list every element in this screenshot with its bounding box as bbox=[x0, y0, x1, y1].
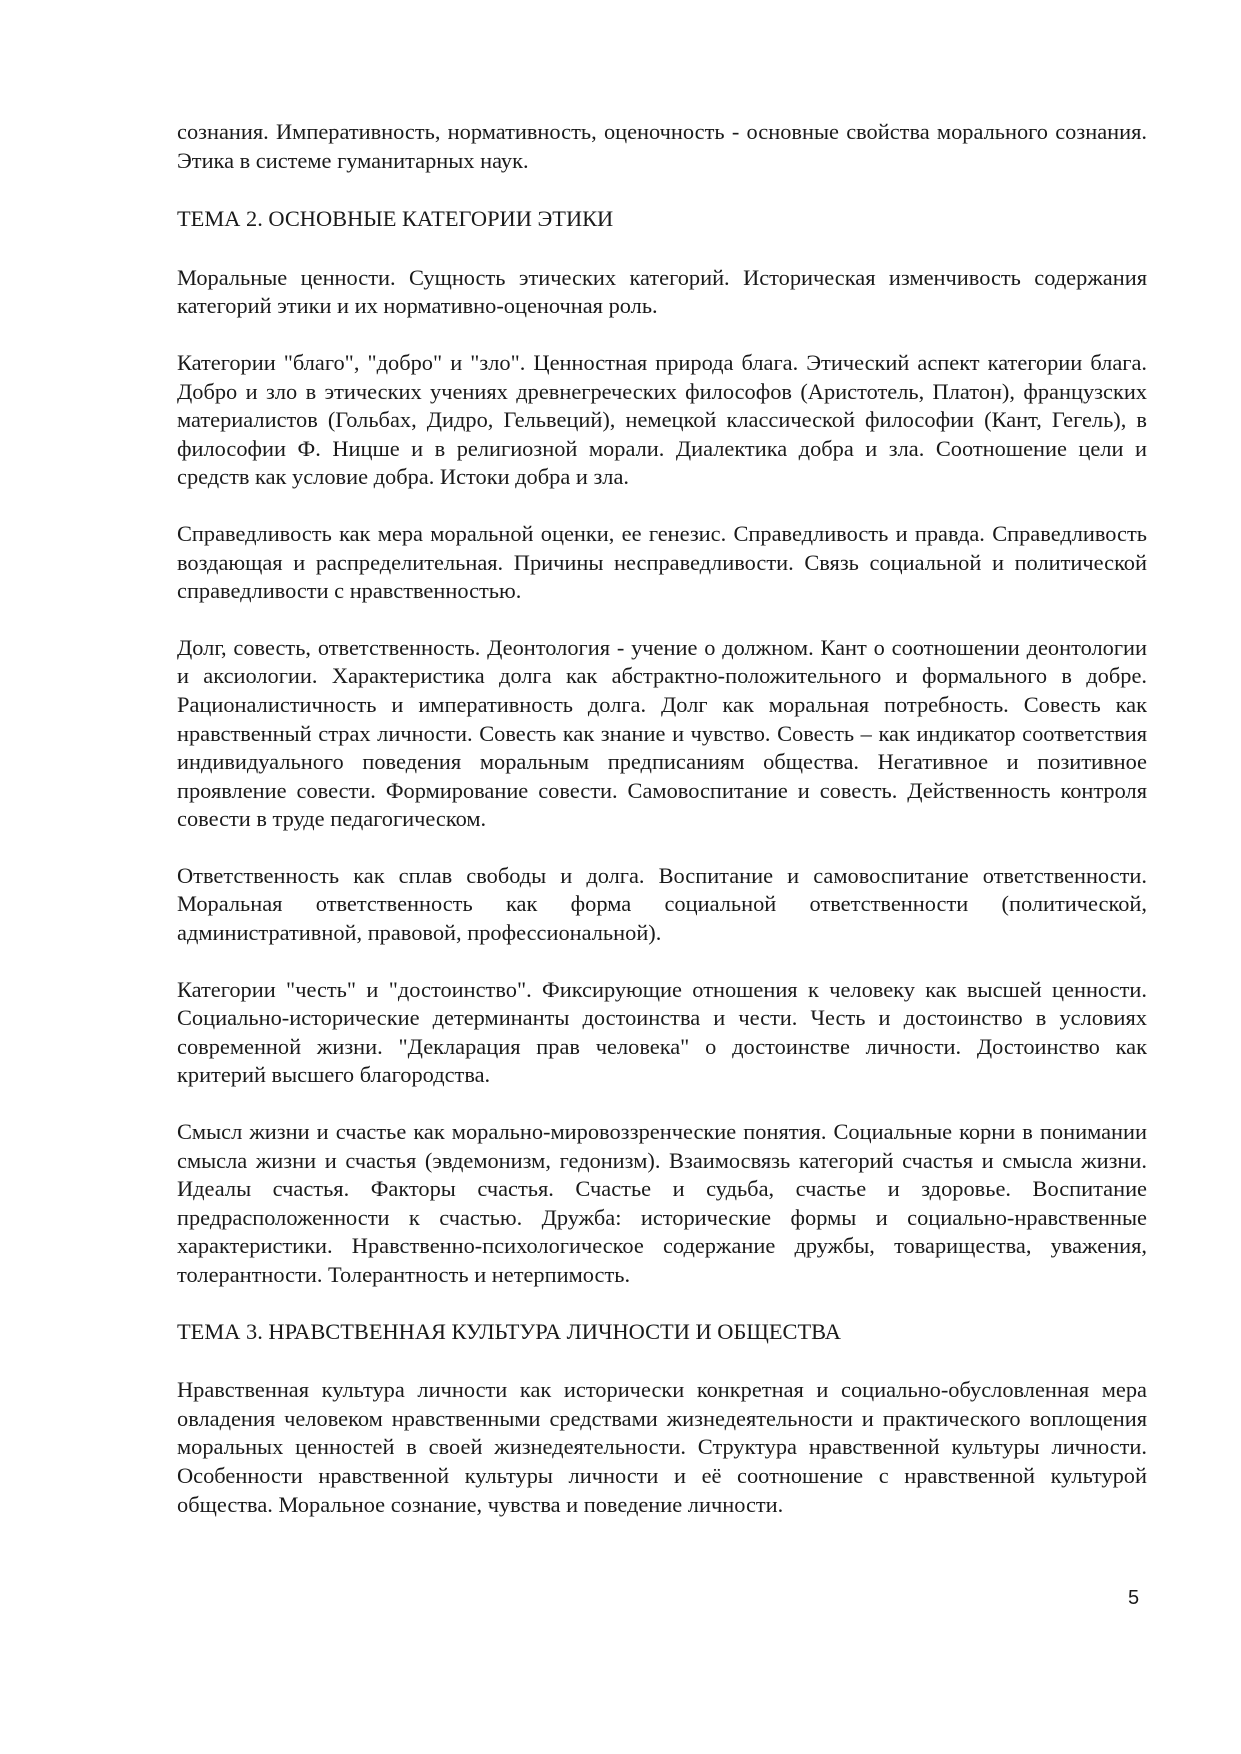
paragraph-honor-dignity: Категории "честь" и "достоинство". Фиксирующие отношения к человеку как высшей ценности. Социально-исторические детерминанты достоинства и чести. Честь и достоинство в условиях современной жизни. "Декларация прав человека" о достоинстве личности. Достоинство как критерий высшего благородства. bbox=[177, 976, 1147, 1088]
paragraph-duty-conscience: Долг, совесть, ответственность. Деонтология - учение о должном. Кант о соотношении деонтологии и аксиологии. Характеристика долга как абстрактно-положительного и формального в добре. Рационалистичность и императивность долга. Долг как моральная потребность. Совесть как нравственный страх личности. Совесть как знание и чувство. Совесть – как индикатор соответствия индивидуального поведения моральным предписаниям общества. Негативное и позитивное проявление совести. Формирование совести. Самовоспитание и совесть. Действенность контроля совести в труде педагогическом. bbox=[177, 634, 1147, 832]
paragraph-justice: Справедливость как мера моральной оценки, ее генезис. Справедливость и правда. Справедливость воздающая и распределительная. Причины несправедливости. Связь социальной и политической справедливости с нравственностью. bbox=[177, 520, 1147, 604]
section-heading-topic-3: ТЕМА 3. НРАВСТВЕННАЯ КУЛЬТУРА ЛИЧНОСТИ И ОБЩЕСТВА bbox=[177, 1318, 841, 1344]
section-heading-topic-2: ТЕМА 2. ОСНОВНЫЕ КАТЕГОРИИ ЭТИКИ bbox=[177, 206, 614, 232]
document-body bbox=[177, 118, 1147, 1547]
paragraph-meaning-of-life: Смысл жизни и счастье как морально-мировоззренческие понятия. Социальные корни в понимании смысла жизни и счастья (эвдемонизм, гедонизм). Взаимосвязь категорий счастья и смысла жизни. Идеалы счастья. Факторы счастья. Счастье и судьба, счастье и здоровье. Воспитание предрасположенности к счастью. Дружба: исторические формы и социально-нравственные характеристики. Нравственно-психологическое содержание дружбы, товарищества, уважения, толерантности. Толерантность и нетерпимость. bbox=[177, 1119, 1147, 1287]
paragraph-moral-values: Моральные ценности. Сущность этических категорий. Историческая изменчивость содержания категорий этики и их нормативно-оценочная роль. bbox=[177, 264, 1147, 319]
paragraph-responsibility: Ответственность как сплав свободы и долга. Воспитание и самовоспитание ответственности. Моральная ответственность как форма социальной ответственности (политической, административной, правовой, профессиональной). bbox=[177, 862, 1147, 946]
paragraph-good-and-evil: Категории "благо", "добро" и "зло". Ценностная природа блага. Этический аспект категории блага. Добро и зло в этических учениях древнегреческих философов (Аристотель, Платон), французских материалистов (Гольбах, Дидро, Гельвеций), немецкой классической философии (Кант, Гегель), в философии Ф. Ницше и в религиозной морали. Диалектика добра и зла. Соотношение цели и средств как условие добра. Истоки добра и зла. bbox=[177, 349, 1147, 490]
paragraph-intro: сознания. Императивность, нормативность, оценочность - основные свойства морального сознания. Этика в системе гуманитарных наук. bbox=[177, 119, 1147, 173]
paragraph-moral-culture: Нравственная культура личности как исторически конкретная и социально-обусловленная мера овладения человеком нравственными средствами жизнедеятельности и практического воплощения моральных ценностей в своей жизнедеятельности. Структура нравственной культуры личности. Особенности нравственной культуры личности и её соотношение с нравственной культурой общества. Моральное сознание, чувства и поведение личности. bbox=[177, 1377, 1147, 1517]
page-number: 5 bbox=[1128, 1587, 1140, 1609]
